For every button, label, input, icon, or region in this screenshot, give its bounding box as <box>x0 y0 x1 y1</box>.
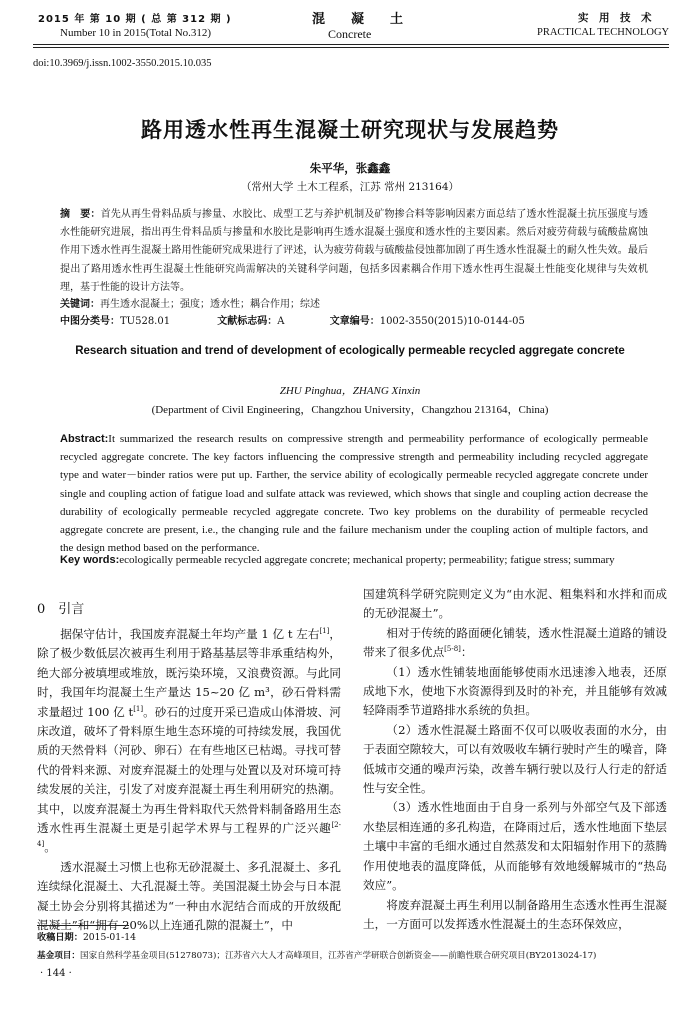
classification-line <box>60 313 648 331</box>
keywords-cn <box>60 296 648 314</box>
journal-name-cn: 混 凝 土 <box>312 12 404 27</box>
column-name-cn: 实 用 技 术 <box>578 12 652 24</box>
clc-label: 中图分类号： <box>60 316 120 327</box>
article-number-label: 文章编号： <box>329 316 380 327</box>
abstract-en <box>60 430 648 557</box>
right-paragraph-0: 国建筑科学研究院则定义为“由水泥、粗集料和水拌和而成的无砂混凝土”。 <box>363 587 667 621</box>
abstract-cn <box>60 206 648 297</box>
body-column-right <box>363 585 667 934</box>
right-p1-text-b: ： <box>460 645 473 660</box>
doc-code-label: 文献标志码： <box>217 316 278 327</box>
keywords-en-label: Key words: <box>60 554 120 566</box>
journal-issue-en: Number 10 in 2015(Total No.312) <box>60 27 212 39</box>
citation-ref-5-8: [5-8] <box>444 645 461 654</box>
affiliation-en: (Department of Civil Engineering，Changzhou University，Changzhou 213164，China) <box>151 404 549 416</box>
keywords-en <box>60 551 648 569</box>
left-paragraph-2: 透水混凝土习惯上也称无砂混凝土、多孔混凝土、多孔连续绿化混凝土、大孔混凝土等。美国混凝土协会与日本混凝土协会分别将其描述为“一种由水泥结合而成的开放级配混凝土”和“拥有 20%以上连通孔隙的混凝土”，中 <box>37 859 341 933</box>
fund-label: 基金项目： <box>37 951 80 961</box>
abstract-cn-label: 摘 要： <box>60 209 101 220</box>
left-paragraph-1 <box>37 625 341 858</box>
clc-value: TU528.01 <box>120 316 171 327</box>
citation-ref-2-4: [2-4] <box>37 821 341 849</box>
right-paragraph-1 <box>363 624 667 663</box>
doc-code-value: A <box>277 316 285 327</box>
left-p1-text-b: ，除了极少数低层次被再生利用于路基基层等非承重结构外，绝大部分被填埋或堆放，既污染环境，又浪费资源。与此同时，我国年均混凝土生产量达 15~20 亿 m³，砂石骨料需求量超过 100 亿 t <box>37 627 341 719</box>
right-p1-text-a: 相对于传统的路面硬化铺装，透水性混凝土道路的铺设带来了很多优点 <box>363 625 667 660</box>
right-paragraph-4: （3）透水性地面由于自身一系列与外部空气及下部透水垫层相连通的多孔构造，在降雨过后，透水性地面下垫层土壤中丰富的毛细水通过自然蒸发和太阳辐射作用下的蒸腾作用使地表的温度降低，从而能够有效地缓解城市的“热岛效应”。 <box>363 800 667 893</box>
page-number: · 144 · <box>40 968 72 979</box>
header-rule-top <box>33 44 669 45</box>
abstract-cn-text: 首先从再生骨料品质与掺量、水胶比、成型工艺与养护机制及矿物掺合料等影响因素方面总结了透水性混凝土抗压强度与透水性能研究进展，指出再生骨料品质与掺量和水胶比是影响再生透水混凝土强度和透水性的主要因素。然后对疲劳荷载与硫酸盐腐蚀作用下透水性再生混凝土路用性能研究成果进行了评述，认为疲劳荷载与硫酸盐侵蚀都加剧了再生透水性混凝土的耐久性失效。最后提出了路用透水性再生混凝土性能研究尚需解决的关键科学问题，包括多因素耦合作用下透水性再生混凝土性能变化规律与失效机理，基于性能的设计方法等。 <box>60 209 649 293</box>
footnote-rule <box>37 925 129 926</box>
left-p1-text-c: 。砂石的过度开采已造成山体滑坡、河床改道，破坏了骨料原生地生态环境的可持续发展，我国优质的天然骨料（河砂、卵石）在有些地区已枯竭。寻找可替代的骨料来源、对废弃混凝土的处理与处置以及对环境可持续发展的关注，引发了对废弃混凝土再生利用研究的热潮。其中，以废弃混凝土为再生骨料取代天然骨料制备路用生态透水性再生混凝土更是引起学术界与工程界的广泛兴趣 <box>37 704 341 836</box>
keywords-cn-text: 再生透水混凝土；强度；透水性；耦合作用；综述 <box>100 299 320 310</box>
authors-en: ZHU Pinghua，ZHANG Xinxin <box>279 385 421 397</box>
received-value: 2015-01-14 <box>82 932 136 943</box>
doi: doi:10.3969/j.issn.1002-3550.2015.10.035 <box>33 58 212 69</box>
keywords-en-text: ecologically permeable recycled aggregate concrete; mechanical property; permeability; fatigue stress; summary <box>119 554 615 566</box>
left-p1-text-d: 。 <box>44 840 56 855</box>
abstract-en-text: It summarized the research results on compressive strength and permeability performance of ecologically permeable recycled aggregate concrete. The key factors influencing the compressive strength and permeability including recycled aggregate type and water－binder ratios were put up. Farther, the service ability of ecologically permeable recycled aggregate concrete under single and coupling action of fatigue load and sulfate attack was reviewed, which shows that single and coupling action decrease the durability of ecologically permeable recycled aggregate concrete. Two key problems on the durability of permeable recycled aggregate concrete are present, i.e., the changing rule and the failure mechanism under the coupling action of multiple factors, and the design method based on the performance. <box>60 433 648 555</box>
received-date <box>37 930 136 946</box>
authors-cn: 朱平华，张鑫鑫 <box>309 161 391 175</box>
header-rule-bottom <box>33 47 669 48</box>
affiliation-cn: （常州大学 土木工程系，江苏 常州 213164） <box>240 181 460 193</box>
right-paragraph-5: 将废弃混凝土再生利用以制备路用生态透水性再生混凝土，一方面可以发挥透水性混凝土的生态环保效应， <box>363 897 667 931</box>
citation-ref-1: [1] <box>319 627 330 636</box>
keywords-cn-label: 关键词： <box>60 299 100 310</box>
right-paragraph-3: （2）透水性混凝土路面不仅可以吸收表面的水分，由于表面空隙较大，可以有效吸收车辆行驶时产生的噪音，降低城市交通的噪声污染，改善车辆行驶以及行人行走的舒适性与安全性。 <box>363 722 667 796</box>
paper-title-cn: 路用透水性再生混凝土研究现状与发展趋势 <box>141 118 559 142</box>
right-paragraph-2: （1）透水性铺装地面能够使雨水迅速渗入地表，还原成地下水，使地下水资源得到及时的补充，并且能够有效减轻降雨季节道路排水系统的负担。 <box>363 664 667 718</box>
paper-title-en: Research situation and trend of development of ecologically permeable recycled aggregate concrete <box>75 345 625 357</box>
body-column-left <box>37 625 341 936</box>
received-label: 收稿日期： <box>37 932 83 943</box>
journal-name-en: Concrete <box>328 27 372 41</box>
article-number-value: 1002-3550(2015)10-0144-05 <box>379 316 525 327</box>
left-p1-text-a: 据保守估计，我国废弃混凝土年均产量 1 亿 t 左右 <box>60 627 320 641</box>
journal-issue-cn: 2015 年 第 10 期 ( 总 第 312 期 ) <box>38 14 232 25</box>
fund-project <box>37 948 596 964</box>
abstract-en-label: Abstract: <box>60 433 109 445</box>
citation-ref-1b: [1] <box>133 704 144 713</box>
fund-value: 国家自然科学基金项目(51278073)；江苏省六大人才高峰项目，江苏省产学研联合创新资金——前瞻性联合研究项目(BY2013024-17) <box>79 951 597 961</box>
section-heading-introduction: 0 引言 <box>37 602 85 617</box>
column-name-en: PRACTICAL TECHNOLOGY <box>537 27 670 38</box>
